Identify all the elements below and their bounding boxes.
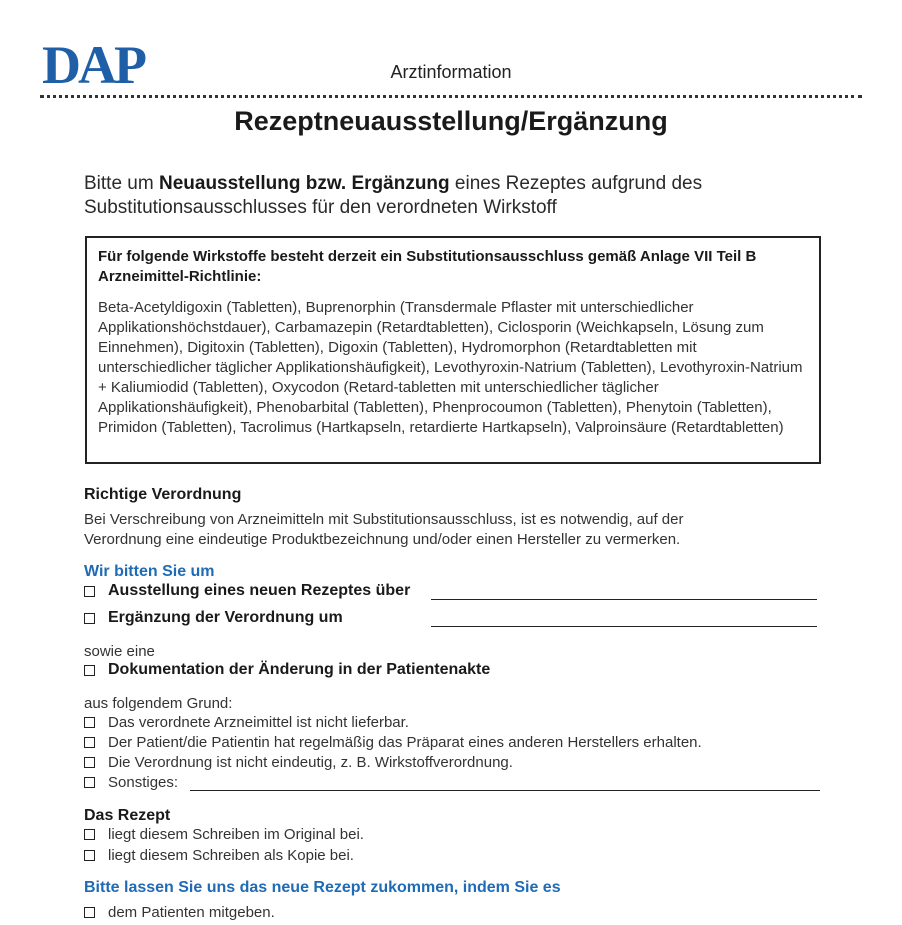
checkbox-row-reason-2[interactable]: Der Patient/die Patientin hat regelmäßig das Präparat eines anderen Herstellers erhalten. bbox=[84, 734, 702, 751]
intro-text: Bitte um Neuausstellung bzw. Ergänzung eines Rezeptes aufgrund des Substitutionsausschlusses für den verordneten Wirkstoff bbox=[84, 173, 703, 218]
checkbox-original[interactable] bbox=[84, 829, 95, 840]
fill-in-line-other-reason[interactable] bbox=[190, 790, 820, 791]
checkbox-give-patient[interactable] bbox=[84, 907, 95, 918]
dap-logo: DAP bbox=[42, 35, 144, 95]
checkbox-row-reason-3[interactable]: Die Verordnung ist nicht eindeutig, z. B. Wirkstoffverordnung. bbox=[84, 754, 513, 771]
checkbox-documentation[interactable] bbox=[84, 665, 95, 676]
checkbox-row-give-patient[interactable]: dem Patienten mitgeben. bbox=[84, 904, 275, 921]
checkbox-row-copy[interactable]: liegt diesem Schreiben als Kopie bei. bbox=[84, 847, 354, 864]
checkbox-row-supplement[interactable]: Ergänzung der Verordnung um bbox=[84, 609, 343, 627]
checkbox-reason-other-manufacturer[interactable] bbox=[84, 737, 95, 748]
fill-in-line-new-prescription[interactable] bbox=[431, 599, 817, 600]
info-box-body: Beta-Acetyldigoxin (Tabletten), Buprenorphin (Transdermale Pflaster mit unterschiedlicher Applikationshöchstdauer), Carbamazepin (Retardtabletten), Ciclosporin (Weichkapseln, Lösung zum Einnehmen), Digitoxin (Tabletten), Digoxin (Tabletten), Hydromorphon (Retardtabletten mit unterschiedlicher täglicher Applikationshäufigkeit), Levothyroxin-Natrium (Tabletten), Levothyroxin-Natrium + Kaliumiodid (Tabletten), Oxycodon (Retard-tabletten mit unterschiedlicher täglicher Applikationshäufigkeit), Phenobarbital (Tabletten), Phenprocoumon (Tabletten), Phenytoin (Tabletten), Primidon (Tabletten), Tacrolimus (Hartkapseln, retardierte Hartkapseln), Valproinsäure (Retardtabletten) bbox=[98, 299, 803, 436]
substitution-info-box bbox=[85, 236, 821, 464]
sowie-label: sowie eine bbox=[84, 643, 155, 660]
section-heading-richtige-verordnung: Richtige Verordnung bbox=[84, 486, 242, 503]
checkbox-reason-not-deliverable[interactable] bbox=[84, 717, 95, 728]
checkbox-row-original[interactable]: liegt diesem Schreiben im Original bei. bbox=[84, 826, 364, 843]
checkbox-supplement[interactable] bbox=[84, 613, 95, 624]
intro-emphasis: Neuausstellung bzw. Ergänzung bbox=[158, 173, 450, 194]
section-heading-rezept: Das Rezept bbox=[84, 807, 171, 824]
dotted-divider bbox=[40, 95, 862, 98]
checkbox-row-documentation[interactable]: Dokumentation der Änderung in der Patientenakte bbox=[84, 661, 490, 679]
info-box-heading: Für folgende Wirkstoffe besteht derzeit ein Substitutionsausschluss gemäß Anlage VII Teil B Arzneimittel-Richtlinie: bbox=[98, 248, 757, 285]
checkbox-copy[interactable] bbox=[84, 850, 95, 861]
section-heading-return: Bitte lassen Sie uns das neue Rezept zukommen, indem Sie es bbox=[84, 879, 561, 896]
checkbox-row-new-prescription[interactable]: Ausstellung eines neuen Rezeptes über bbox=[84, 582, 410, 600]
reason-intro: aus folgendem Grund: bbox=[84, 695, 233, 712]
richtige-verordnung-text: Bei Verschreibung von Arzneimitteln mit Substitutionsausschluss, ist es notwendig, auf der Verordnung eine eindeutige Produktbezeichnung und/oder einen Hersteller zu vermerken. bbox=[84, 511, 684, 548]
checkbox-row-reason-4[interactable]: Sonstiges: bbox=[84, 774, 178, 791]
fill-in-line-supplement[interactable] bbox=[431, 626, 817, 627]
checkbox-reason-ambiguous[interactable] bbox=[84, 757, 95, 768]
checkbox-new-prescription[interactable] bbox=[84, 586, 95, 597]
section-heading-request: Wir bitten Sie um bbox=[84, 563, 215, 580]
page-title: Rezeptneuausstellung/Ergänzung bbox=[234, 106, 668, 136]
checkbox-reason-other[interactable] bbox=[84, 777, 95, 788]
checkbox-row-reason-1[interactable]: Das verordnete Arzneimittel ist nicht lieferbar. bbox=[84, 714, 409, 731]
document-type: Arztinformation bbox=[390, 62, 512, 82]
